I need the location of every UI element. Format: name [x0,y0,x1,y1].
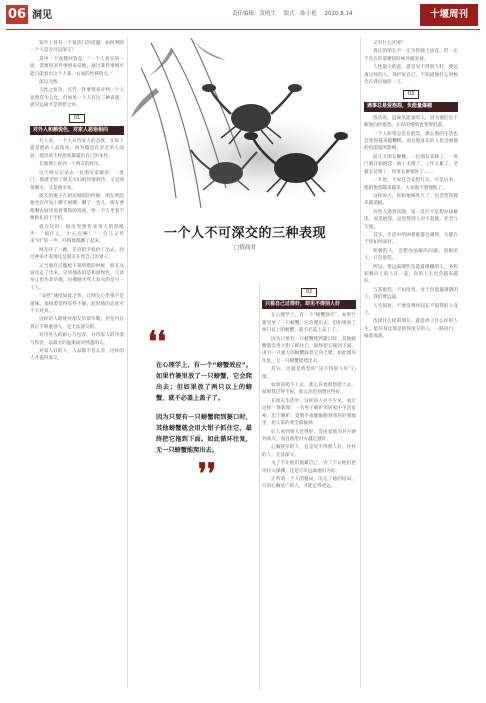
section-number: 02 [301,288,317,297]
paragraph: 就在这时，厨房突然传来男人的怒吼声：“搞什么，小心点啊！”一会儿又传来“砰”的一声，吓得他都跳了起来。 [30,224,124,245]
paragraph: 其实，生活中的困难谁都会遇到，关键在于你如何面对。 [364,232,458,246]
paragraph: 其实，这就是典型的“见不得别人好”心理。 [262,367,356,380]
page-header [0,0,486,30]
paragraph: 这样的人，你和他相处久了，也会变得越来越消极。 [364,193,458,207]
close-quote-icon: ❜❜ [198,457,217,490]
section-heading: 遇事总是爱抱怨，负能量爆棚 [364,102,458,111]
section-number: 01 [69,114,85,123]
paragraph: 在微博上看到一个网友的经历。 [39,162,104,168]
section-name: 洞见 [32,10,52,21]
paragraph: 前几天朋友聚餐，一位朋友来晚了，一进门就开始抱怨：路上太堵了，工作太累了，老板太苛刻了，同事太难相处了…… [364,154,458,175]
paragraph: 对家人好的人，人品都不会太差，这样的人才值得深交。 [30,349,124,362]
open-quote-icon: ❛❛ [148,325,167,358]
paragraph: 所以，要远离那些负能量爆棚的人，多和积极向上的人在一起，你的人生也会越来越好。 [364,264,458,285]
page-number: 06 [7,7,27,22]
article-title: 一个人不可深交的三种表现 [163,226,326,241]
paragraph: 人生很短，不要浪费时间在不值得的人身上。 [364,303,458,316]
paragraph: 如果你爬不上去，那么你也别想爬上去。如果我过得不好，那么你也别想过得好。 [262,383,356,396]
credits [232,9,359,17]
paper-logo: 十堰周刊 [420,4,478,26]
column-3 [262,284,356,690]
paragraph: 网友吓了一跳，差点把手机扔了出去，回过神来才发现这是朋友在骂自己的妻子。 [30,247,124,261]
paragraph: 人性之复杂，仅凭一件事情来评判一个人显然有失公允。但如果一个人有这三种表现，就早远离才是明智之举。 [30,88,124,109]
column-1 [30,40,124,690]
paragraph: 俗话说，远离负能量的人，因为他们会不断地向你抱怨，让你的情绪也变得低落。 [364,115,458,129]
paragraph: 有人说，一个人对待家人的态度，实际上就是他的人品高度。因为越是在亲近的人面前，越容易不经意间暴露出自己的本性。 [30,139,124,159]
paragraph: 其中一个高赞回答是：“一个人真实的一面，需要很多件事情来反映，通过某件事情可能只能看出这个人某一方面的性格特点。” [30,56,124,77]
paragraph: 深以为然。 [39,80,62,86]
issue-date: 2020.8.14 [324,11,353,17]
paragraph: 对待外人的耐心与包容，对待家人的冷漠与伤害，以最大的温柔面对熟悉的人。 [30,333,124,346]
paragraph: 知乎上曾有一个很热门的话题：如何判断一个人是否可以深交？ [30,41,124,54]
paragraph: 与其抱怨，不如改变。对于负能量满满的人，我们要远离。 [364,287,458,301]
paragraph: 真正的朋友不一定为你锦上添花，但一定不会在你需要的时候冷眼旁观。 [364,49,458,62]
section-heading: 只看自己过得好，却见不得别人好 [262,300,356,309]
pull-quote [148,325,258,490]
column-divider [259,284,260,690]
paragraph: 为了不让他们拖累自己，为了不让他们把你拉入深渊，还是尽早远离他们为好。 [262,461,356,474]
column-divider [360,38,361,688]
pull-quote-text: 在心理学上，有一个“螃蟹效应”。如果竹篓里放了一只螃蟹，它会爬出去；但如果放了两只以上的螃蟹，就不必盖上盖子了。 [156,362,252,402]
paragraph: 有些人遇到问题，第一反应不是想办法解决，而是抱怨，总觉得别人对不起他，社会亏欠他。 [364,209,458,230]
paragraph: 朋友的妻子在厨房做饭的时候，朋友则陪他坐在沙发上聊天闲聊。聊了一会儿，朋友要他聊去厨房看看菜饭的进度，给一个人坐着不要拘礼似于手机。 [30,193,124,222]
paragraph: 心胸狭窄的人，总是见不得别人好。这样的人，无法深交。 [262,445,356,458]
layout-credit: 版式：陈小艳 [283,11,317,17]
editor-credit: 责任编辑：黄明生 [232,11,277,17]
paragraph: 正所谓一个人的格局，决定了他的结局。只有心胸宽广的人，才能走得更远。 [262,476,356,490]
paragraph: 人性最大的恶，就是见不得别人好。要远离这样的人，保护好自己，不知道他什么时候会在背后捅你一刀。 [364,65,458,86]
paragraph: 这样的人即使对朋友毕恭毕敬，但是内在真正不尊重别人，是无法深交的。 [30,317,124,330]
column-divider [127,38,128,688]
paragraph: 这个网友记录去一位朋友家做客，一进门，他就受到了朋友夫妇的热情款待，又是端茶倒水，又是削水果。 [30,170,124,191]
paragraph: 一开始，大家还会安慰几句。可是后来，他的抱怨越来越多，大家都不想理他了。 [364,178,458,191]
paragraph: 好人看到别人过得好，会由衷地为对方感到高兴，而且希望对方越过越好。 [262,429,356,442]
paragraph: “安慰”速度如此之快，让网友心里很不是滋味。他接着觉得有些不解，此时他的态度可不大对劲。 [30,294,124,314]
paragraph: 正当他有点尴尬不知所措的时候，朋友从厨房走了出来，见到他依旧是和颜悦色，言谈举止也毕恭毕敬，仿佛刚才骂人发火的是另一个人。 [30,263,124,291]
section-number: 03 [403,90,419,99]
paragraph: 因为只要有一只螃蟹爬到篓口时，其他螃蟹就会用大钳子抓住它，最终把它拖到下面。由另一只强大的螃蟹踩着它向上爬。如此循环往复，无一只螃蟹能爬出去。 [262,336,356,364]
paragraph: 在心理学上，有一个“螃蟹效应”。如果竹篓里放了一只螃蟹，它会爬出去；但如果放了两只以上的螃蟹，就不必盖上盖子了。 [262,313,356,334]
header-rule [6,29,480,30]
section-heading: 对外人和颜悦色，对家人恶语相向 [30,126,124,135]
article-author: □情商君 [234,245,256,251]
pull-quote-text: 因为只要有一只螃蟹爬到篓口时，其他螃蟹就会用大钳子抓住它，最终把它拖到下面。如此循环往复，无一只螃蟹能爬出去。 [156,414,252,454]
paragraph: 积极的人，会想办法解决问题；消极的人，只会抱怨。 [364,248,458,262]
crab-illustration [131,38,355,238]
paragraph: 在现实生活中，这样的人并不少见。看过这样一条新闻：一名男子嫉妒邻居家中生活宽裕，出于嫉妒，竟然半夜偷偷跑到邻居的菜地里，把人家的菜全部拔掉。 [262,398,356,427]
paragraph: 选择什么样的朋友，就选择了什么样的人生。愿你身边都是值得深交的人，一路同行，彼此成就。 [364,319,458,340]
column-4 [364,40,458,690]
paragraph: 一个人如果总是在抱怨，那么他的生活也会变得越来越糟糕。而且他身边的人也会被他的负能量所影响。 [364,131,458,152]
paragraph: 又有什么区别？ [373,41,406,46]
